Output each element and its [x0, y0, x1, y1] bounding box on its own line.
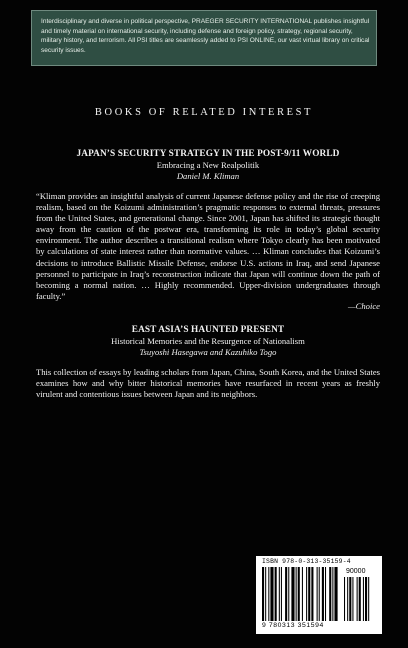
- isbn-barcode: [256, 556, 382, 634]
- book-review: “Kliman provides an insightful analysis of current Japanese defense policy and the rise of creeping realism, based on the Koizumi administration’s pragmatic responses to external threats, pressures from the United States, and generational change. Since 2001, Japan has shifted its strategic thought away from the caution of the postwar era, transforming its role in today’s global security environment. The author describes a transitional realism where Tokyo clearly has been motivated by calculations of state interest rather than normative values. … Kliman concludes that Koizumi’s decisions to introduce Ballistic Missile Defense, endorse U.S. actions in Iraq, and send Japanese personnel to participate in Iraq’s reconstruction indicate that Japan will continue down the path of becoming a normal nation. … Highly recommended. Upper-division undergraduates through faculty.”: [36, 191, 380, 301]
- barcode-bar: [265, 567, 266, 621]
- book-title: JAPAN’S SECURITY STRATEGY IN THE POST-9/11 WORLD: [76, 149, 340, 159]
- barcode-bar: [302, 567, 303, 621]
- barcode-bar: [296, 567, 297, 621]
- barcode-bars: [262, 567, 376, 622]
- barcode-bar: [329, 567, 331, 621]
- barcode-bar: [311, 567, 313, 621]
- barcode-bar: [319, 567, 320, 621]
- book-entry: [36, 148, 380, 312]
- barcode-bar: [306, 567, 307, 621]
- barcode-bar: [347, 577, 348, 621]
- barcode-bar: [317, 567, 318, 621]
- book-title: EAST ASIA’S HAUNTED PRESENT: [131, 325, 285, 335]
- book-author: Tsuyoshi Hasegawa and Kazuhiko Togo: [139, 347, 277, 357]
- review-source: —Choice: [348, 300, 380, 311]
- barcode-bar: [262, 567, 264, 621]
- barcode-bar: [349, 577, 351, 621]
- barcode-bar: [344, 577, 345, 621]
- section-heading: BOOKS OF RELATED INTEREST: [94, 107, 314, 118]
- barcode-bar: [334, 567, 337, 621]
- barcode-bar: [359, 577, 361, 621]
- barcode-bar: [270, 567, 273, 621]
- barcode-bar: [285, 567, 287, 621]
- book-subtitle: Historical Memories and the Resurgence of Nationalism: [111, 336, 305, 346]
- barcode-bar: [365, 577, 367, 621]
- barcode-bar: [281, 567, 282, 621]
- barcode-bar: [352, 577, 353, 621]
- publisher-banner: [31, 10, 377, 66]
- barcode-bar: [368, 577, 369, 621]
- banner-text: Interdisciplinary and diverse in political perspective, PRAEGER SECURITY INTERNATIONAL publishes insightful and timely material on international security, including defense and foreign policy, strategy, regional security, military history, and terrorism. All PSI titles are seamlessly added to PSI ONLINE, our vast virtual library on critical security issues.: [41, 18, 370, 54]
- barcode-bar: [357, 577, 358, 621]
- barcode-bar: [363, 577, 364, 621]
- barcode-bar: [279, 567, 280, 621]
- barcode-bar: [268, 567, 269, 621]
- barcode-bar: [288, 567, 289, 621]
- book-description: This collection of essays by leading scholars from Japan, China, South Korea, and the United States examines how and why bitter historical memories have resurfaced in recent years as freshly virulent and contentious issues between Japan and its neighbors.: [36, 367, 380, 400]
- barcode-bar: [298, 567, 300, 621]
- barcode-bar: [325, 567, 326, 621]
- book-author: Daniel M. Kliman: [176, 171, 240, 181]
- isbn-text: ISBN 978-0-313-35159-4: [262, 558, 351, 565]
- barcode-bar: [275, 567, 277, 621]
- book-entry: [36, 324, 380, 400]
- barcode-bar: [322, 567, 324, 621]
- barcode-bar: [291, 567, 294, 621]
- book-subtitle: Embracing a New Realpolitik: [156, 160, 260, 170]
- price-code: 90000: [346, 568, 366, 575]
- barcode-digits: 9 780313 351594: [262, 622, 324, 629]
- barcode-bar: [332, 567, 333, 621]
- barcode-bar: [308, 567, 310, 621]
